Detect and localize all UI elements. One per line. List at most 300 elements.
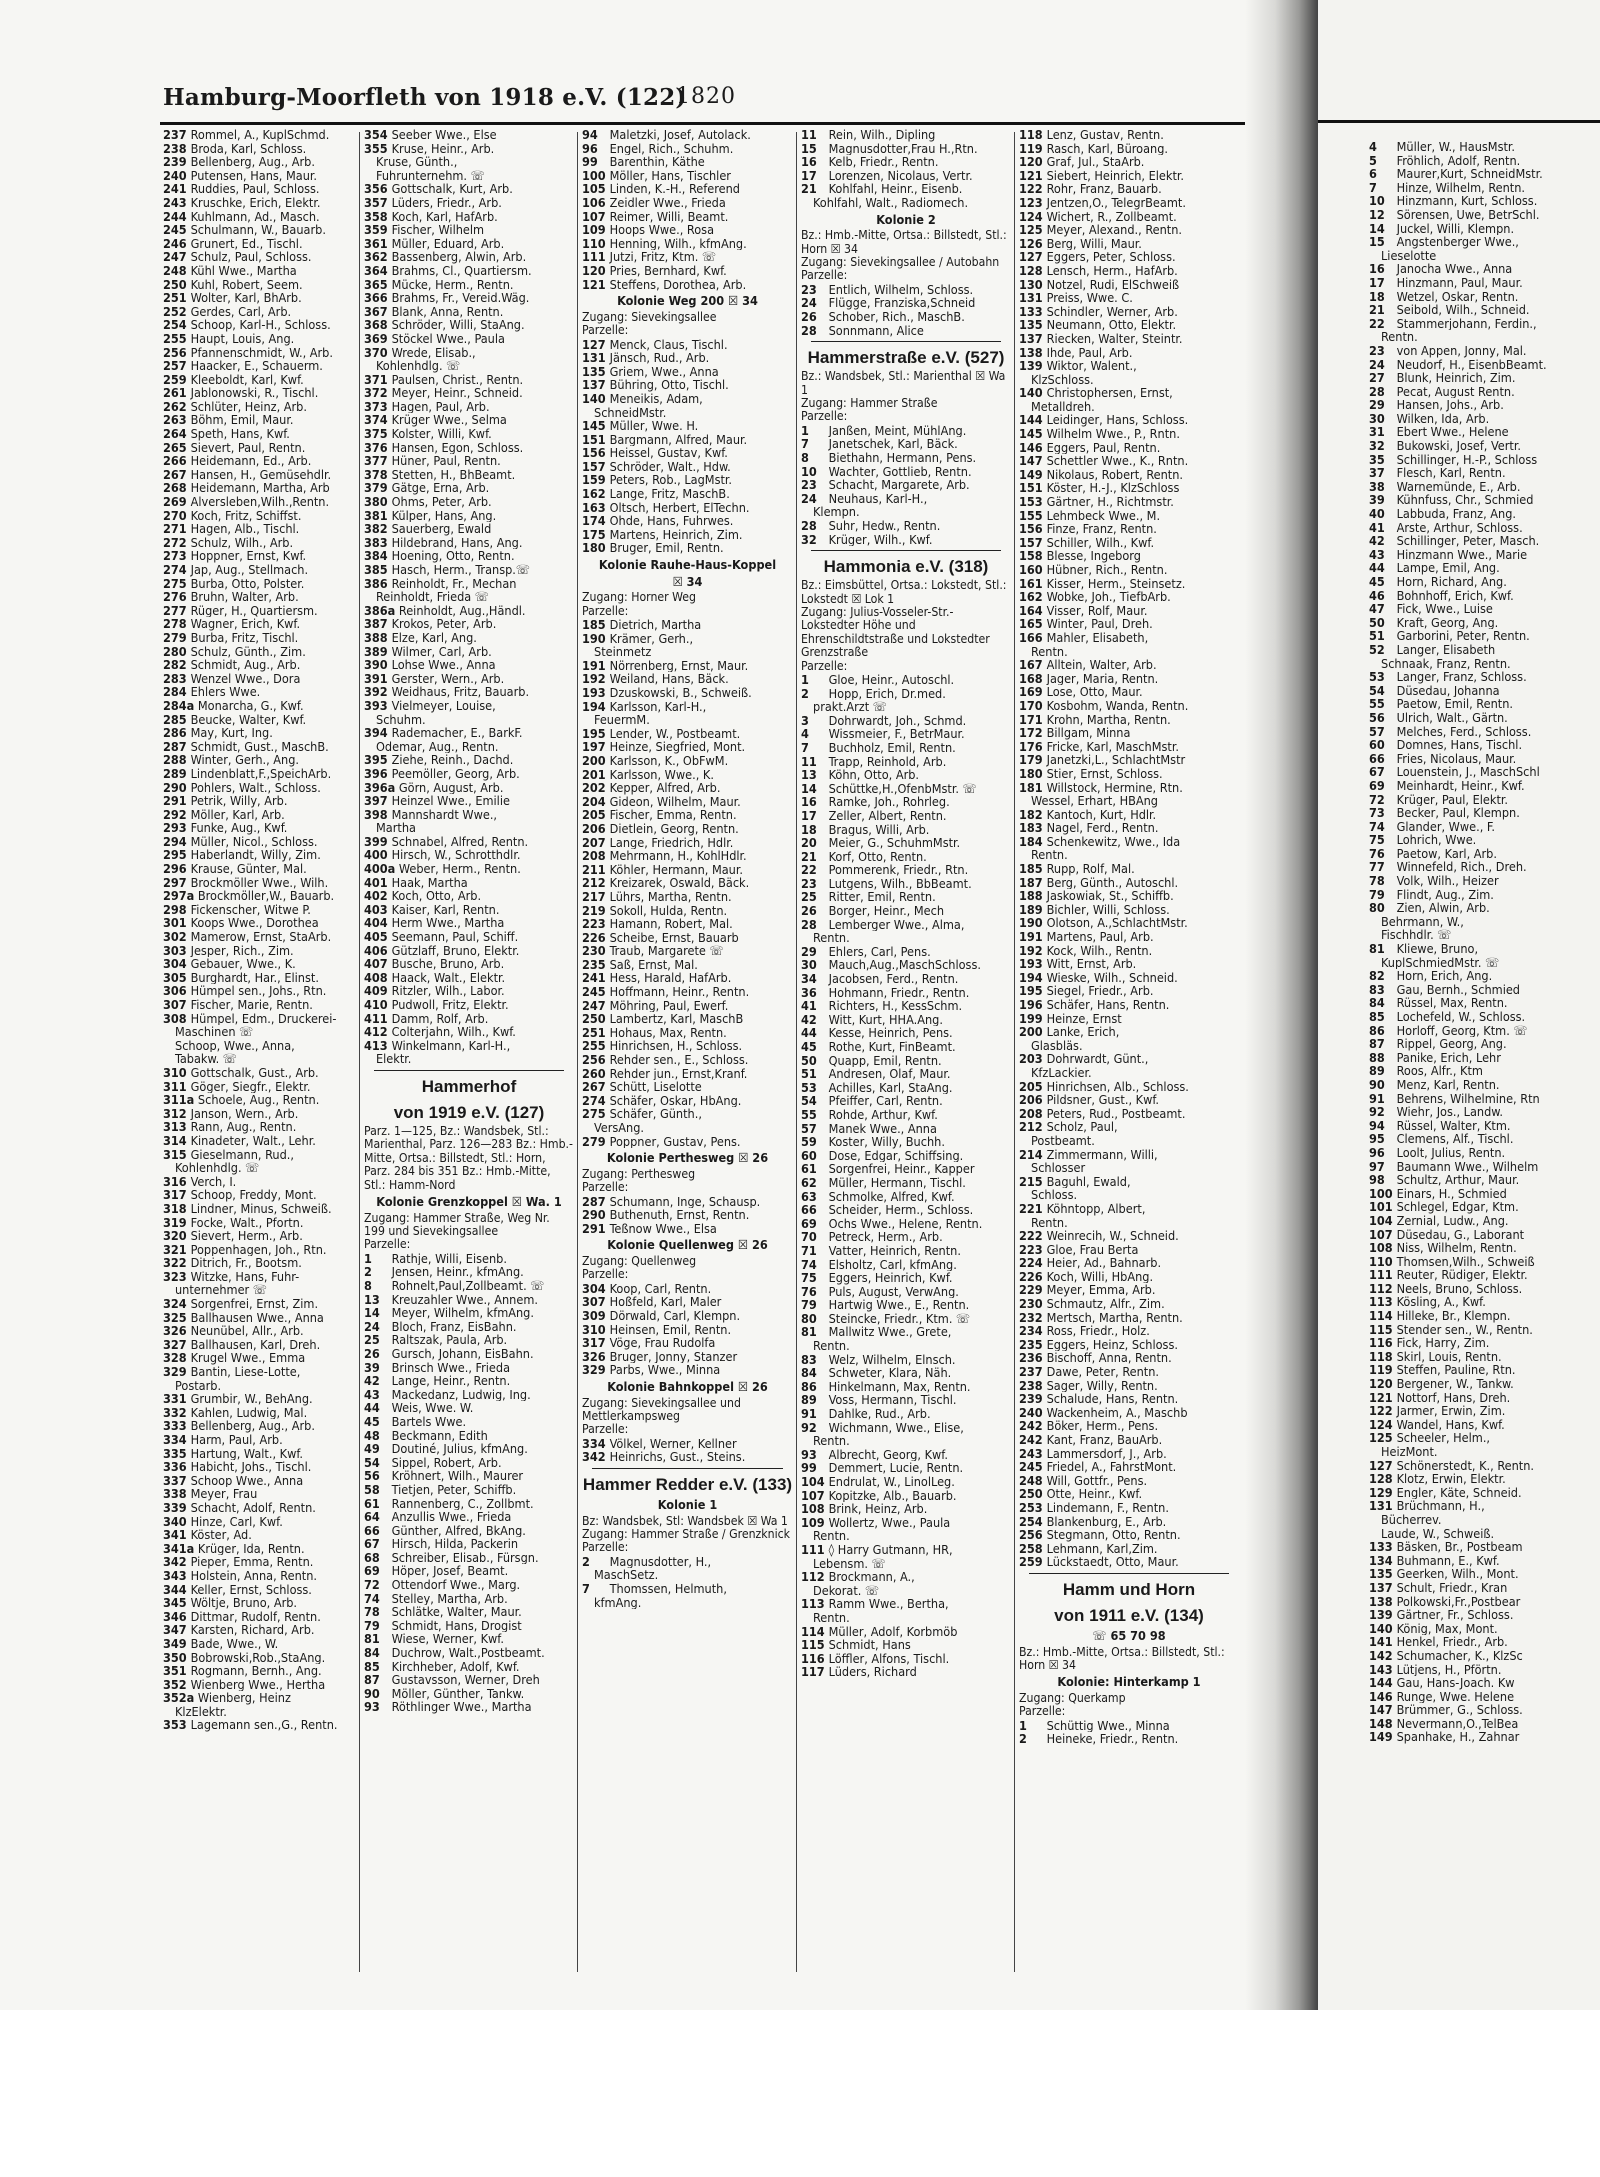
entry-text: Hamann, Robert, Mal. (609, 917, 733, 931)
list-item (364, 998, 574, 1012)
parcel-number: 34 (801, 972, 817, 986)
entry-text: Karlsson, Wwe., K. (609, 767, 714, 782)
list-item (163, 1392, 357, 1406)
entry-text: Hüner, Paul, Rentn. (391, 454, 501, 468)
list-item (1019, 944, 1239, 958)
list-item (1019, 1093, 1239, 1107)
parcel-number: 72 (1369, 792, 1385, 807)
entry-text: Pieper, Emma, Rentn. (190, 1555, 314, 1569)
list-item (1019, 1419, 1239, 1433)
list-item (163, 1691, 357, 1705)
entry-text: Hinrichsen, H., Schloss. (609, 1039, 743, 1054)
entry-text: Stammerjohann, Ferdin., (1396, 316, 1537, 331)
entry-text: Ritzler, Wilh., Labor. (391, 984, 505, 998)
list-item (364, 930, 574, 944)
list-item (801, 768, 1011, 782)
entry-text: Louenstein, J., MaschSchl (1396, 765, 1540, 779)
parcel-number: 271 (163, 522, 187, 536)
parcel-number: 133 (1369, 1540, 1393, 1554)
parcel-number: 28 (1369, 384, 1385, 399)
parcel-number: 167 (1019, 658, 1043, 672)
entry-text: Sörensen, Uwe, BetrSchl. (1396, 207, 1540, 222)
entry-text: Polkowski,Fr.,Postbear (1396, 1594, 1521, 1609)
parcel-number: 347 (163, 1623, 187, 1637)
entry-text: Angstenberger Wwe., (1396, 235, 1519, 249)
parcel-number: 93 (364, 1700, 380, 1714)
parcel-number: 149 (1019, 467, 1043, 482)
entry-text: Henkel, Friedr., Arb. (1396, 1635, 1508, 1649)
list-item (801, 283, 1011, 297)
entry-text: Beucke, Walter, Kwf. (190, 712, 307, 727)
parcel-number: 139 (1019, 359, 1043, 373)
list-item (163, 1188, 357, 1202)
parcel-number: 81 (364, 1632, 380, 1647)
entry-text: Schmidt, Hans, Drogist (391, 1618, 522, 1633)
parcel-number: 243 (1019, 1446, 1043, 1461)
entry-text: Köhn, Otto, Arb. (828, 768, 920, 782)
entry-text: Heineke, Friedr., Rentn. (1046, 1732, 1179, 1746)
entry-text: Wetzel, Oskar, Rentn. (1396, 289, 1519, 304)
entry-text: Lindenblatt,F.,SpeichArb. (190, 766, 332, 781)
parcel-number: 374 (364, 413, 388, 428)
entry-text: Fickenscher, Witwe P. (190, 902, 311, 917)
entry-text: Steffens, Dorothea, Arb. (609, 277, 747, 292)
list-item (163, 767, 357, 781)
entry-text: Pfannenschmidt, W., Arb. (190, 345, 333, 360)
entry-text: Blunk, Heinrich, Zim. (1396, 371, 1516, 385)
parcel-number: 43 (364, 1387, 380, 1402)
list-item (163, 957, 357, 971)
parcel-number: 241 (163, 182, 187, 196)
parcel-number: 96 (1369, 1145, 1385, 1160)
parcel-number: 135 (1369, 1567, 1393, 1581)
list-item (1019, 441, 1239, 455)
entry-text: Heissel, Gustav, Kwf. (609, 446, 728, 460)
entry-text: Rohnelt,Paul,Zollbeamt. ☏ (391, 1279, 545, 1293)
parcel-number: 259 (163, 372, 187, 387)
parcel-number: 317 (582, 1336, 606, 1350)
entry-text: Domnes, Hans, Tischl. (1396, 738, 1523, 752)
colony-heading: Kolonie: Hinterkamp 1 (1057, 1674, 1201, 1690)
entry-text: Notzel, Rudi, ElSchweiß (1046, 277, 1180, 292)
list-item (582, 250, 793, 264)
entry-text: Buhmann, E., Kwf. (1396, 1553, 1500, 1568)
entry-text: Rupp, Rolf, Mal. (1046, 862, 1135, 876)
list-item (364, 685, 574, 699)
list-item (364, 1564, 574, 1578)
list-item (364, 577, 574, 591)
continuation-line: Postbeamt. (1031, 1133, 1095, 1148)
list-item (1019, 1351, 1239, 1365)
parcel-number: 114 (801, 1624, 825, 1639)
list-item (1369, 262, 1600, 276)
list-item (364, 346, 574, 360)
list-item (582, 1309, 793, 1323)
entry-text: Kock, Wilh., Rentn. (1046, 943, 1153, 958)
entry-text: Hansen, Johs., Arb. (1396, 398, 1504, 412)
entry-text: Endrulat, W., LinolLeg. (828, 1475, 955, 1489)
list-item (1019, 1120, 1239, 1134)
continuation-line: Schlosser (1031, 1161, 1086, 1175)
colony-info: Parzelle: (582, 1422, 629, 1437)
colony-info: Zugang: Querkamp (1019, 1690, 1126, 1705)
list-item (163, 1324, 357, 1338)
list-item (364, 1592, 574, 1606)
parcel-number: 190 (582, 631, 606, 646)
list-item (801, 863, 1011, 877)
entry-text: Wiese, Werner, Kwf. (391, 1632, 504, 1647)
entry-text: Karsten, Richard, Arb. (190, 1623, 315, 1637)
entry-text: Jacobsen, Ferd., Rentn. (828, 972, 959, 986)
list-item (364, 509, 574, 523)
list-item (1369, 1581, 1600, 1595)
entry-text: Schindler, Werner, Arb. (1046, 304, 1178, 319)
parcel-number: 60 (801, 1148, 817, 1163)
parcel-number: 259 (1019, 1555, 1043, 1569)
colony-heading: ☏ 65 70 98 (1092, 1627, 1166, 1643)
list-item (1019, 1175, 1239, 1189)
parcel-number: 128 (1019, 263, 1043, 278)
entry-text: Pries, Bernhard, Kwf. (609, 263, 727, 278)
list-item (1019, 1012, 1239, 1026)
entry-text: Sokoll, Hulda, Rentn. (609, 903, 728, 918)
list-item (163, 998, 357, 1012)
list-item (1019, 291, 1239, 305)
entry-text: Krause, Günter, Mal. (190, 862, 307, 876)
parcel-number: 51 (801, 1067, 817, 1081)
list-item (163, 1351, 357, 1365)
continuation-line: Rentn. (813, 1529, 850, 1543)
continuation-line: Lebensm. ☏ (813, 1556, 886, 1571)
entry-text: Möller, Hans, Tischler (609, 168, 731, 183)
list-item (1019, 781, 1239, 795)
parcel-number: 81 (801, 1325, 817, 1340)
parcel-number: 392 (364, 685, 388, 699)
entry-text: Maurer,Kurt, SchneidMstr. (1396, 167, 1543, 181)
entry-text: Kruschke, Erich, Elektr. (190, 195, 321, 210)
list-item (1369, 1119, 1600, 1133)
list-item (582, 672, 793, 686)
parcel-number: 274 (163, 563, 187, 577)
parcel-number: 69 (364, 1564, 380, 1579)
entry-text: Gebauer, Wwe., K. (190, 957, 296, 971)
list-item (1019, 169, 1239, 183)
parcel-number: 83 (1369, 982, 1385, 997)
parcel-number: 56 (1369, 710, 1385, 725)
entry-text: Schenkewitz, Wwe., Ida (1046, 834, 1181, 849)
entry-text: Kühnfuss, Chr., Schmied (1396, 493, 1534, 508)
entry-text: Burghardt, Har., Elinst. (190, 970, 319, 985)
list-item (1019, 1025, 1239, 1039)
entry-text: Ohde, Hans, Fuhrwes. (609, 514, 734, 528)
parcel-number: 248 (163, 263, 187, 278)
list-item (1019, 617, 1239, 631)
parcel-number: 387 (364, 617, 388, 631)
entry-text: Janson, Wern., Arb. (190, 1106, 299, 1121)
parcel-number: 307 (582, 1295, 606, 1309)
entry-text: Wöltje, Bruno, Arb. (190, 1596, 298, 1610)
entry-text: Sonnmann, Alice (828, 323, 924, 338)
parcel-number: 40 (1369, 507, 1385, 521)
list-item (1369, 901, 1600, 915)
entry-text: Peters, Rob., LagMstr. (609, 473, 733, 488)
entry-text: Neels, Bruno, Schloss. (1396, 1281, 1523, 1296)
entry-text: Schüttig Wwe., Minna (1046, 1718, 1170, 1733)
parcel-number: 230 (1019, 1297, 1043, 1311)
list-item (364, 481, 574, 495)
entry-text: Schoop Wwe., Anna (190, 1473, 304, 1488)
entry-text: Neudorf, H., EisenbBeamt. (1396, 357, 1547, 372)
colony-info: Zugang: Sievekingsallee (582, 309, 717, 324)
entry-text: Blank, Anna, Rentn. (391, 304, 504, 319)
entry-text: Hartwig Wwe., E., Rentn. (828, 1298, 970, 1312)
list-item (364, 944, 574, 958)
parcel-number: 224 (1019, 1256, 1043, 1270)
entry-text: Paulsen, Christ., Rentn. (391, 372, 524, 387)
list-item (1369, 575, 1600, 589)
entry-text: Bruger, Jonny, Stanzer (609, 1349, 738, 1364)
parcel-number: 190 (1019, 916, 1043, 931)
entry-text: Riecken, Walter, Steintr. (1046, 331, 1183, 346)
parcel-number: 365 (364, 277, 388, 292)
parcel-number: 206 (1019, 1093, 1043, 1107)
entry-text: Haberlandt, Willy, Zim. (190, 848, 321, 863)
colony-heading: Kolonie Rauhe-Haus-Koppel (598, 557, 777, 573)
entry-text: Volk, Wilh., Heizer (1396, 874, 1499, 888)
parcel-number: 29 (801, 944, 817, 959)
list-item (801, 782, 1011, 796)
list-item (163, 740, 357, 754)
entry-text: Schiller, Wilh., Kwf. (1046, 535, 1155, 550)
entry-text: Kohlfahl, Heinr., Eisenb. (828, 182, 963, 196)
parcel-number: 111 (1369, 1268, 1393, 1282)
list-item (1369, 1051, 1600, 1065)
list-item (163, 1596, 357, 1610)
list-item (1369, 833, 1600, 847)
colony-heading: Kolonie Bahnkoppel ☒ 26 (607, 1378, 768, 1394)
list-item (1369, 480, 1600, 494)
list-item (163, 346, 357, 360)
parcel-number: 245 (1019, 1460, 1043, 1474)
list-item (1019, 318, 1239, 332)
entry-text: Steffen, Pauline, Rtn. (1396, 1363, 1516, 1378)
list-item (1369, 167, 1600, 181)
list-item (801, 1625, 1011, 1639)
entry-text: Koch, Willi, HbAng. (1046, 1269, 1154, 1284)
list-item (801, 437, 1011, 451)
entry-text: Wichmann, Wwe., Elise, (828, 1420, 964, 1435)
entry-text: Grumbir, W., BehAng. (190, 1392, 313, 1406)
entry-text: Dawe, Peter, Rentn. (1046, 1365, 1160, 1379)
parcel-number: 174 (582, 514, 606, 528)
list-item (582, 541, 793, 555)
list-item (364, 400, 574, 414)
list-item (1019, 672, 1239, 686)
parcel-number: 388 (364, 630, 388, 645)
entry-text: Ballhausen, Karl, Dreh. (190, 1337, 321, 1352)
colony-info: Zugang: Sievekingsallee und Mettlerkampsweg (582, 1395, 741, 1423)
list-item (364, 210, 574, 224)
list-item (582, 808, 793, 822)
list-item (163, 155, 357, 169)
list-item (1019, 278, 1239, 292)
list-item (163, 1365, 357, 1379)
parcel-number: 242 (1019, 1419, 1043, 1433)
parcel-number: 122 (1369, 1404, 1393, 1418)
parcel-number: 395 (364, 753, 388, 767)
entry-text: Rohr, Franz, Bauarb. (1046, 182, 1162, 196)
entry-text: Zeller, Albert, Rentn. (828, 808, 947, 823)
list-item (801, 755, 1011, 769)
list-item (364, 223, 574, 237)
parcel-number: 229 (1019, 1283, 1043, 1298)
entry-text: Schnabel, Alfred, Rentn. (391, 834, 529, 849)
section-divider (1029, 1573, 1229, 1574)
entry-text: Seibold, Wilh., Schneid. (1396, 303, 1530, 317)
entry-text: Koch, Karl, HafArb. (391, 209, 498, 224)
section-heading: von 1919 e.V. (127) (393, 1102, 545, 1122)
list-item (582, 727, 793, 741)
list-item (1019, 577, 1239, 591)
list-item (1369, 725, 1600, 739)
parcel-number: 120 (1369, 1377, 1393, 1391)
colony-info: Zugang: Perthesweg (582, 1166, 696, 1181)
list-item (1369, 1336, 1600, 1350)
colony-info: Bz: Wandsbek, Stl: Wandsbek ☒ Wa 1 (582, 1513, 788, 1528)
parcel-number: 267 (163, 467, 187, 482)
list-item (1019, 862, 1239, 876)
list-item (1369, 222, 1600, 236)
colony-heading: Kolonie Grenzkoppel ☒ Wa. 1 (376, 1194, 562, 1209)
entry-text: Jesper, Rich., Zim. (190, 943, 294, 958)
parcel-number: 50 (1369, 615, 1385, 630)
parcel-number: 343 (163, 1568, 187, 1583)
parcel-number: 25 (364, 1333, 380, 1347)
parcel-number: 146 (1019, 440, 1043, 455)
entry-text: Stelley, Martha, Arb. (391, 1591, 508, 1606)
list-item (163, 1637, 357, 1651)
entry-text: Poppenhagen, Joh., Rtn. (190, 1242, 327, 1257)
parcel-number: 391 (364, 671, 388, 686)
parcel-number: 22 (801, 863, 817, 877)
parcel-number: 3 (801, 713, 809, 728)
entry-text: Gau, Hans-Joach. Kw (1396, 1676, 1515, 1690)
parcel-number: 234 (1019, 1324, 1043, 1338)
list-item (1369, 942, 1600, 956)
parcel-number: 8 (801, 450, 809, 465)
entry-text: Brink, Heinz, Arb. (828, 1502, 928, 1516)
parcel-number: 137 (1019, 331, 1043, 346)
entry-text: Hümpel sen., Johs., Rtn. (190, 984, 327, 998)
list-item (582, 836, 793, 850)
parcel-number: 168 (1019, 671, 1043, 686)
list-item (163, 1623, 357, 1637)
list-item (1019, 1052, 1239, 1066)
parcel-number: 350 (163, 1650, 187, 1665)
entry-text: Külper, Hans, Ang. (391, 508, 497, 523)
parcel-number: 42 (801, 1012, 817, 1027)
entry-text: Brinsch Wwe., Frieda (391, 1360, 511, 1375)
list-item (1369, 1472, 1600, 1486)
entry-text: Möller, Karl, Arb. (190, 807, 285, 822)
entry-text: Schumacher, K., KlzSc (1396, 1648, 1523, 1663)
parcel-number: 257 (163, 359, 187, 373)
entry-text: Dietrich, Martha (609, 618, 702, 632)
list-item (163, 984, 357, 998)
list-item (1369, 1024, 1600, 1038)
entry-text: Fick, Harry, Zim. (1396, 1336, 1490, 1350)
list-item (1019, 155, 1239, 169)
parcel-number: 5 (1369, 153, 1377, 168)
list-item (1019, 821, 1239, 835)
entry-text: Görn, August, Arb. (398, 780, 504, 795)
parcel-number: 341a (163, 1541, 195, 1556)
parcel-number: 61 (364, 1496, 380, 1511)
entry-text: Zernial, Ludw., Ang. (1396, 1213, 1509, 1228)
entry-text: Hopp, Erich, Dr.med. (828, 686, 946, 701)
list-item (582, 1208, 793, 1222)
list-item (1019, 658, 1239, 672)
list-item (1369, 1608, 1600, 1622)
parcel-number: 100 (582, 168, 606, 183)
entry-text: Haacker, E., Schauerm. (190, 359, 323, 373)
list-item (801, 741, 1011, 755)
entry-text: Sievert, Herm., Arb. (190, 1229, 303, 1243)
entry-text: Schalude, Hans, Rentn. (1046, 1392, 1179, 1406)
entry-text: Heier, Ad., Bahnarb. (1046, 1256, 1162, 1270)
parcel-number: 43 (1369, 547, 1385, 562)
entry-text: Ochs Wwe., Helene, Rentn. (828, 1216, 983, 1231)
entry-text: Sorgenfrei, Ernst, Zim. (190, 1297, 319, 1311)
entry-text: Meyer, Emma, Arb. (1046, 1283, 1156, 1298)
list-item (801, 1543, 1011, 1557)
list-item (364, 848, 574, 862)
parcel-number: 400a (364, 862, 396, 876)
entry-text: Hirsch, Hilda, Packerin (391, 1537, 519, 1551)
continuation-line: Lieselotte (1381, 248, 1437, 263)
list-item (1369, 1160, 1600, 1174)
parcel-number: 385 (364, 563, 388, 577)
entry-text: Rein, Wilh., Dipling (828, 128, 936, 142)
list-item (801, 1597, 1011, 1611)
list-item (163, 1501, 357, 1515)
list-item (582, 392, 793, 406)
list-item (801, 1366, 1011, 1380)
list-item (801, 877, 1011, 891)
parcel-number: 73 (1369, 806, 1385, 820)
parcel-number: 20 (801, 836, 817, 850)
parcel-number: 255 (582, 1039, 606, 1054)
entry-text: Reinholdt, Fr., Mechan (391, 576, 517, 591)
entry-text: Langer, Franz, Schloss. (1396, 670, 1527, 684)
entry-text: Schillinger, Peter, Masch. (1396, 534, 1540, 548)
parcel-number: 358 (364, 209, 388, 224)
entry-text: Voss, Hermann, Tischl. (828, 1393, 957, 1408)
list-item (364, 957, 574, 971)
parcel-number: 165 (1019, 617, 1043, 631)
list-item (364, 984, 574, 998)
parcel-number: 145 (582, 419, 606, 433)
entry-text: Martens, Heinrich, Zim. (609, 527, 743, 542)
list-item (582, 1282, 793, 1296)
entry-text: Lange, Fritz, MaschB. (609, 487, 730, 501)
entry-text: Korf, Otto, Rentn. (828, 849, 927, 864)
entry-text: Rüssel, Max, Rentn. (1396, 996, 1508, 1010)
entry-text: Herm Wwe., Martha (391, 916, 505, 931)
list-item (163, 1610, 357, 1624)
parcel-number: 275 (582, 1107, 606, 1121)
entry-text: Schillinger, H.-P., Schloss (1396, 452, 1538, 467)
